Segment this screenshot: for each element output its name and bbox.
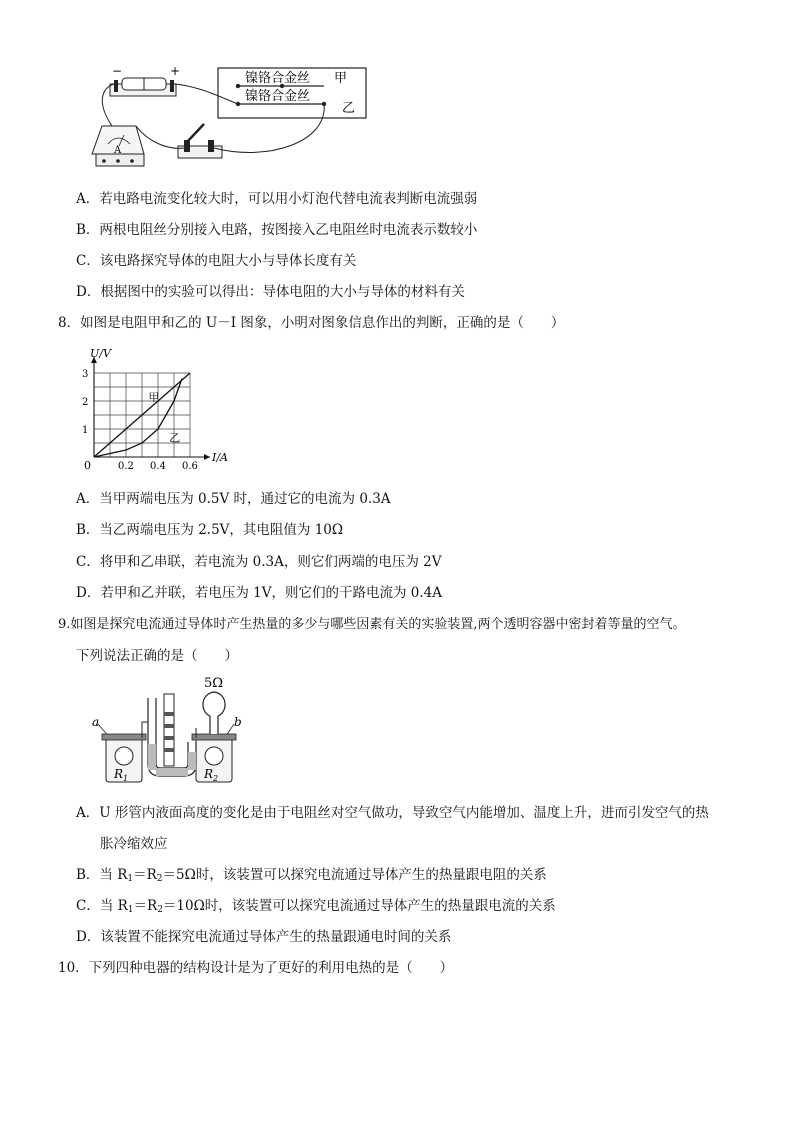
battery-minus: − [112, 64, 123, 78]
x-tick-label: 0.4 [150, 461, 166, 472]
wire-a-label: 镍铬合金丝 [245, 71, 311, 86]
q9-option-a-line2: 胀冷缩效应 [100, 836, 168, 852]
q7-option-b: B．两根电阻丝分别接入电路，按图接入乙电阻丝时电流表示数较小 [76, 222, 478, 238]
q9-option-b: B．当 $R_1=R_2=5\Omega$时，该装置可以探究电流通过导体产生的热量跟电阻的关系 [76, 867, 547, 884]
q8-option-d: D．若甲和乙并联，若电压为 1V，则它们的干路电流为 0.4A [76, 585, 442, 601]
resistor-label: 5Ω [204, 676, 224, 691]
q9-option-d: D．该装置不能探究电流通过导体产生的热量跟通电时间的关系 [76, 929, 452, 945]
q8-stem: 8．如图是电阻甲和乙的 U－I 图象，小明对图象信息作出的判断，正确的是（ ） [58, 315, 565, 331]
ammeter-label: A [114, 145, 122, 156]
y-tick-label: 2 [82, 397, 89, 408]
q8-option-a: A．当甲两端电压为 0.5V 时，通过它的电流为 0.3A [76, 491, 391, 507]
tag-b: b [234, 715, 242, 729]
q9-stem-line1: 9.如图是探究电流通过导体时产生热量的多少与哪些因素有关的实验装置,两个透明容器中密封着等量的空气。 [58, 617, 686, 632]
y-tick-label: 3 [82, 369, 89, 380]
tag-a: a [92, 715, 100, 729]
wire-b-tag: 乙 [342, 101, 356, 116]
circuit-figure [88, 62, 378, 174]
series-label-1: 乙 [169, 431, 181, 445]
resistor-icon [203, 692, 225, 734]
x-axis-arrow [204, 454, 210, 460]
q8-option-c: C．将甲和乙串联，若电流为 0.3A，则它们两端的电压为 2V [76, 554, 442, 570]
q8-option-b: B．当乙两端电压为 2.5V，其电阻值为 10Ω [76, 522, 344, 538]
battery-plus: + [170, 64, 181, 78]
x-tick-label: 0.6 [182, 461, 198, 472]
x-axis-label: I/A [212, 451, 228, 464]
ui-chart [80, 345, 240, 475]
r1-label: $R_1$ [114, 767, 129, 783]
wire-b-label: 镍铬合金丝 [245, 89, 311, 104]
q9-stem-line2: 下列说法正确的是（ ） [76, 648, 238, 664]
y-axis-label: U/V [90, 347, 111, 360]
q7-option-d: D．根据图中的实验可以得出：导体电阻的大小与导体的材料有关 [76, 284, 465, 300]
origin-label: 0 [84, 459, 91, 472]
series-label-0: 甲 [148, 391, 160, 404]
q7-option-a: A．若电路电流变化较大时，可以用小灯泡代替电流表判断电流强弱 [76, 191, 478, 207]
q9-option-c: C．当 $R_1=R_2=10\Omega$时，该装置可以探究电流通过导体产生的热量跟电流的关系 [76, 898, 556, 915]
y-tick-label: 1 [82, 425, 89, 436]
x-tick-label: 0.2 [118, 461, 134, 472]
switch-icon [187, 124, 204, 142]
scale-icon [164, 694, 174, 766]
wire-a-tag: 甲 [334, 71, 348, 86]
joule-apparatus-figure [88, 672, 248, 786]
q9-option-a-line1: A．U 形管内液面高度的变化是由于电阻丝对空气做功，导致空气内能增加、温度上升，进而引发空气的热 [76, 805, 709, 821]
q7-option-c: C．该电路探究导体的电阻大小与导体长度有关 [76, 253, 357, 269]
r2-label: $R_2$ [204, 767, 219, 783]
q10-stem: 10．下列四种电器的结构设计是为了更好的利用电热的是（ ） [58, 960, 454, 976]
